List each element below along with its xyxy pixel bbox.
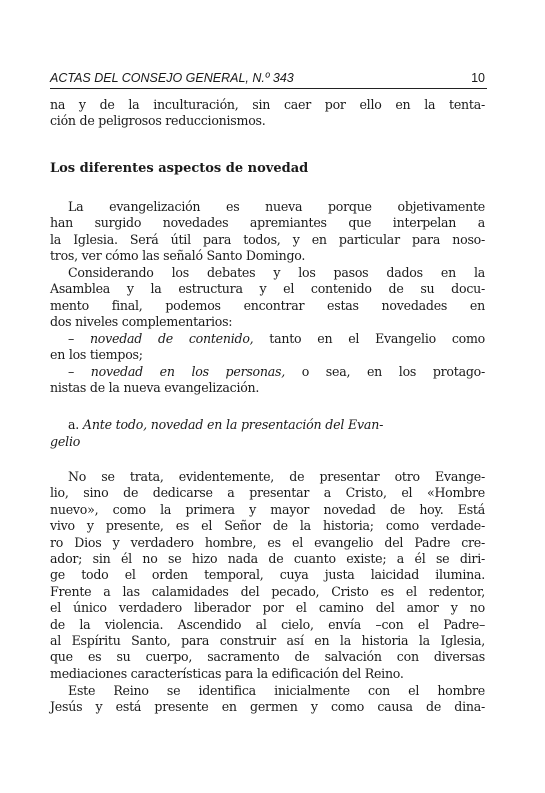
text-line bbox=[50, 416, 384, 433]
dash: – bbox=[68, 364, 91, 379]
text-line: Considerando los debates y los pasos dados en la bbox=[68, 265, 485, 280]
text-line: mento final, podemos encontrar estas novedades en bbox=[50, 297, 485, 313]
text-line: en los tiempos; bbox=[50, 347, 143, 363]
text-line: La evangelización es nueva porque objetivamente bbox=[68, 199, 485, 214]
text-line: ador; sin él no se hizo nada de cuanto existe; a él se diri- bbox=[50, 551, 485, 567]
text-line: nistas de la nueva evangelización. bbox=[50, 380, 260, 396]
section-heading: Los diferentes aspectos de novedad bbox=[50, 161, 309, 176]
paragraph-4 bbox=[50, 683, 485, 716]
paragraph-3 bbox=[50, 469, 485, 682]
text-line: la Iglesia. Será útil para todos, y en particular para noso- bbox=[50, 231, 485, 247]
text-line: nuevo», como la primera y mayor novedad de hoy. Está bbox=[50, 501, 485, 517]
text-line: lio, sino de dedicarse a presentar a Cristo, el «Hombre bbox=[50, 485, 485, 501]
text-line: Este Reino se identifica inicialmente con el hombre bbox=[68, 683, 485, 698]
text-line: mediaciones características para la edificación del Reino. bbox=[50, 665, 404, 681]
text-line: tros, ver cómo las señaló Santo Domingo. bbox=[50, 248, 306, 264]
text-line: na y de la inculturación, sin caer por ello en la tenta- bbox=[50, 97, 485, 112]
intro-paragraph bbox=[50, 97, 485, 130]
subsection-prefix: a. bbox=[68, 417, 83, 432]
text-run: tanto en el Evangelio como bbox=[253, 331, 485, 346]
text-line: No se trata, evidentemente, de presentar otro Evange- bbox=[68, 469, 485, 484]
list-item-personas bbox=[50, 364, 485, 397]
subsection-heading bbox=[50, 416, 384, 450]
text-run: o sea, en los protago- bbox=[284, 364, 485, 379]
text-line: Frente a las calamidades del pecado, Cristo es el redentor, bbox=[50, 583, 485, 599]
text-line: al Espíritu Santo, para construir así en la historia la Iglesia, bbox=[50, 633, 485, 649]
emphasis: novedad de contenido, bbox=[89, 331, 254, 346]
text-line: el único verdadero liberador por el camino del amor y no bbox=[50, 600, 485, 616]
text-line: que es su cuerpo, sacramento de salvación con diversas bbox=[50, 649, 485, 665]
text-line: Asamblea y la estructura y el contenido de su docu- bbox=[50, 281, 485, 297]
text-line: ge todo el orden temporal, cuya justa laicidad ilumina. bbox=[50, 567, 485, 583]
paragraph-1 bbox=[50, 199, 485, 265]
text-line: ción de peligrosos reduccionismos. bbox=[50, 113, 266, 129]
text-line: Jesús y está presente en germen y como causa de dina- bbox=[50, 699, 485, 715]
subsection-title: Ante todo, novedad en la presentación del Evan- bbox=[82, 417, 384, 432]
page-number: 10 bbox=[471, 71, 485, 85]
text-line bbox=[50, 331, 485, 347]
list-item-contenido bbox=[50, 331, 485, 364]
running-title: ACTAS DEL CONSEJO GENERAL, N.º 343 bbox=[50, 71, 294, 85]
paragraph-2 bbox=[50, 265, 485, 331]
dash: – bbox=[68, 331, 90, 346]
text-line: ro Dios y verdadero hombre, es el evangelio del Padre cre- bbox=[50, 534, 485, 550]
text-line bbox=[50, 364, 485, 380]
text-line: han surgido novedades apremiantes que interpelan a bbox=[50, 215, 485, 231]
text-line bbox=[50, 433, 377, 450]
text-line: vivo y presente, es el Señor de la historia; como verdade- bbox=[50, 518, 485, 534]
text-line: dos niveles complementarios: bbox=[50, 314, 233, 330]
text-line: de la violencia. Ascendido al cielo, envía –con el Padre– bbox=[50, 616, 485, 632]
emphasis: novedad en los personas, bbox=[90, 364, 285, 379]
running-header bbox=[50, 71, 487, 89]
subsection-title-cont: gelio bbox=[50, 434, 81, 449]
